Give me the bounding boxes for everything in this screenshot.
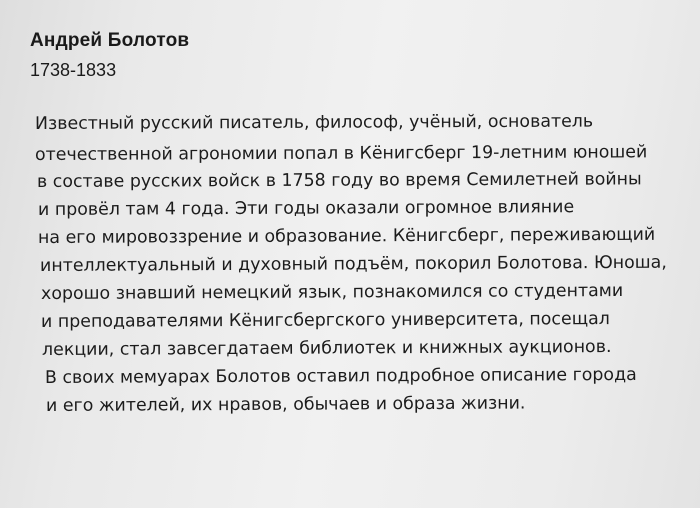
description-line: отечественной агрономии попал в Кёнигсберг 19-летним юношей	[34, 142, 648, 165]
description-line: на его мировоззрение и образование. Кёнигсберг, переживающий	[37, 224, 656, 248]
description-line: интеллектуальный и духовный подъём, покорил Болотова. Юноша,	[39, 252, 667, 276]
description-line: хорошо знавший немецкий язык, познакомился со студентами	[40, 280, 624, 304]
author-name: Андрей Болотов	[30, 30, 190, 51]
description-line: Известный русский писатель, философ, учёный, основатель	[34, 111, 594, 134]
author-years: 1738-1833	[30, 60, 117, 80]
description-line: лекции, стал завсегдатаем библиотек и книжных аукционов.	[41, 337, 612, 360]
description-line: и его жителей, их нравов, обычаев и образа жизни.	[45, 393, 526, 416]
description-line: и провёл там 4 года. Эти годы оказали огромное влияние	[37, 197, 575, 220]
description-line: В своих мемуарах Болотов оставил подробное описание города	[44, 364, 637, 388]
description-line: и преподавателями Кёнигсбергского университета, посещал	[40, 309, 610, 332]
description-line: в составе русских войск в 1758 году во время Семилетней войны	[36, 169, 642, 192]
